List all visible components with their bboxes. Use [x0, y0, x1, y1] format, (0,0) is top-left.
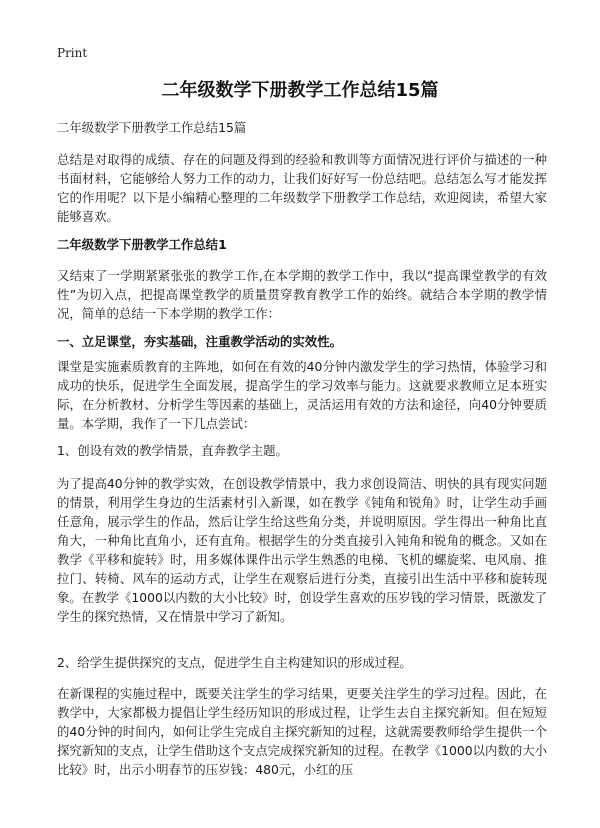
- section-paragraph: 为了提高40分钟的教学实效，在创设教学情景中，我力求创设简洁、明快的具有现实问题的情景，利用学生身边的生活素材引入新课，如在教学《钝角和锐角》时，让学生动手画任意角，展示学生的作品，然后让学生给这些角分类，并说明原因。学生得出一种角比直角大，一种角比直角小，还有直角。根据学生的分类直接引入钝角和锐角的概念。又如在教学《平移和旋转》时，用多媒体课件出示学生熟悉的电梯、飞机的螺旋桨、电风扇、推拉门、转椅、风车的运动方式，让学生在观察后进行分类，直接引出生活中平移和旋转现象。在教学《1000以内数的大小比较》时，创设学生喜欢的压岁钱的学习情景，既激发了学生的探究热情，又在情景中学习了新知。: [57, 476, 547, 624]
- document-title: 二年级数学下册教学工作总结15篇: [161, 80, 439, 101]
- intro-paragraph: 总结是对取得的成绩、存在的问题及得到的经验和教训等方面情况进行评价与描述的一种书面材料，它能够给人努力工作的动力，让我们好好写一份总结吧。总结怎么写才能发挥它的作用呢？以下是小编精心整理的二年级数学下册教学工作总结，欢迎阅读，希望大家能够喜欢。: [57, 152, 547, 224]
- print-link[interactable]: Print: [57, 46, 88, 60]
- section-paragraph: 又结束了一学期紧紧张张的教学工作,在本学期的教学工作中，我以“提高课堂教学的有效性”为切入点，把提高课堂教学的质量贯穿教育教学工作的始终。就结合本学期的教学情况，简单的总结一下本学期的教学工作：: [57, 268, 547, 321]
- section-title: 二年级数学下册教学工作总结1: [57, 237, 227, 252]
- section-heading: 一、立足课堂，夯实基础，注重教学活动的实效性。: [57, 334, 342, 349]
- document-subtitle: 二年级数学下册教学工作总结15篇: [57, 120, 247, 135]
- section-paragraph: 在新课程的实施过程中，既要关注学生的学习结果，更要关注学生的学习过程。因此，在教学中，大家都极力提倡让学生经历知识的形成过程，让学生去自主探究新知。但在短短的40分钟的时间内，如何让学生完成自主探究新知的过程，这就需要教师给学生提供一个探究新知的支点，让学生借助这个支点完成探究新知的过程。在教学《1000以内数的大小比较》时，出示小明春节的压岁钱：480元，小红的压: [57, 686, 547, 777]
- section-paragraph: 课堂是实施素质教育的主阵地，如何在有效的40分钟内激发学生的学习热情，体验学习和成功的快乐，促进学生全面发展，提高学生的学习效率与能力。这就要求教师立足本班实际，在分析教材、分析学生等因素的基础上，灵活运用有效的方法和途径，向40分钟要质量。本学期，我作了一下几点尝试：: [57, 359, 547, 431]
- point-heading: 1、创设有效的教学情景，直奔教学主题。: [57, 443, 288, 458]
- point-heading: 2、给学生提供探究的支点，促进学生自主构建知识的形成过程。: [57, 655, 412, 670]
